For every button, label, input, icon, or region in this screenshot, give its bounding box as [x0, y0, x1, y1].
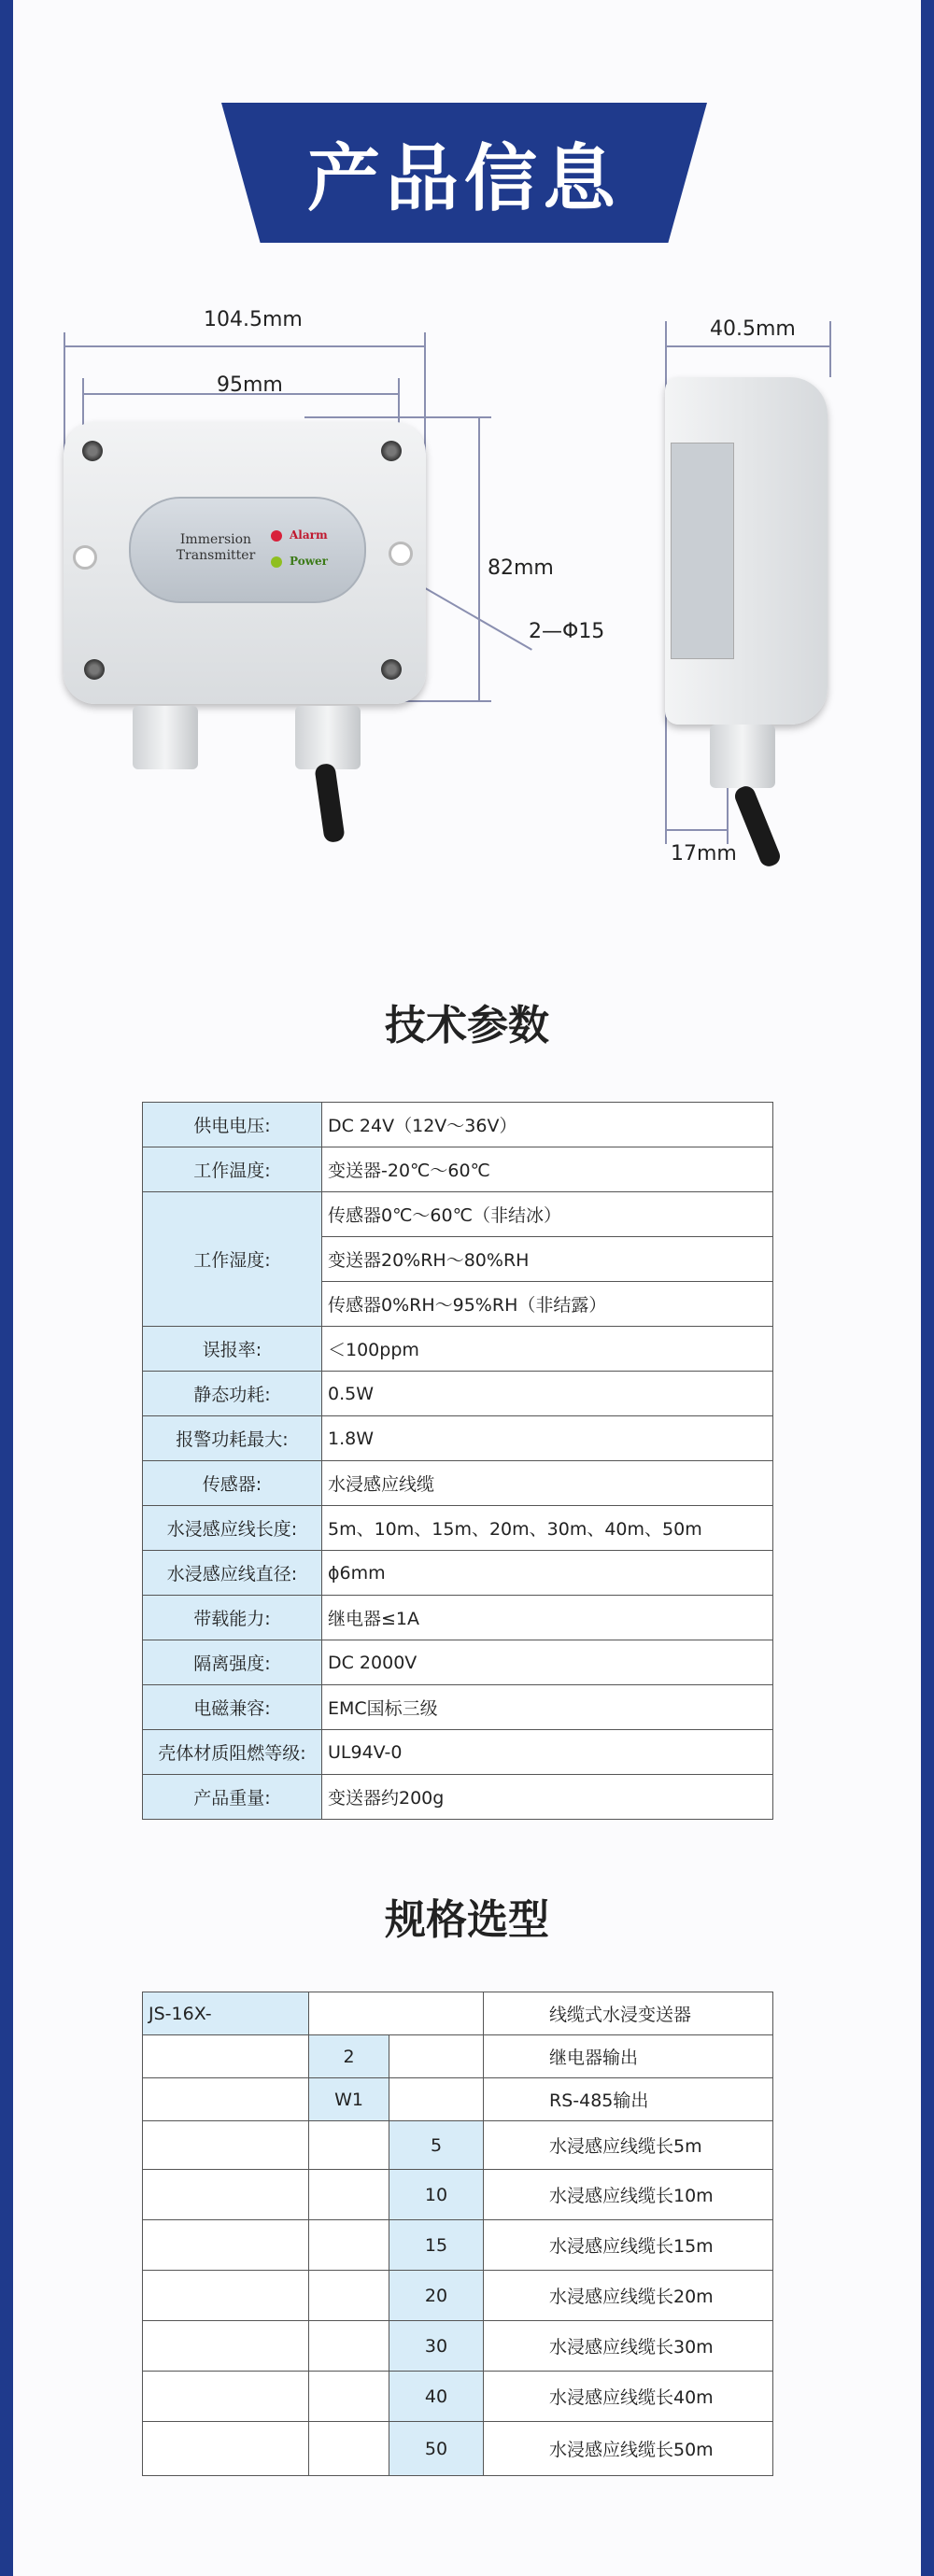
length-desc: 水浸感应线缆长50m — [484, 2422, 773, 2476]
spec-key: 电磁兼容: — [143, 1685, 322, 1730]
spec-key: 隔离强度: — [143, 1640, 322, 1685]
length-desc: 水浸感应线缆长10m — [484, 2170, 773, 2220]
dim-side-depth: 40.5mm — [710, 317, 796, 341]
spec-value: DC 2000V — [322, 1640, 773, 1685]
table-row — [143, 1640, 773, 1685]
spec-key: 供电电压: — [143, 1103, 322, 1147]
alarm-led — [271, 530, 282, 542]
table-row — [143, 2035, 773, 2078]
empty-cell — [143, 2372, 309, 2422]
dim-line-height — [478, 416, 480, 702]
table-row — [143, 1506, 773, 1551]
table-row — [143, 1596, 773, 1640]
spec-key: 静态功耗: — [143, 1372, 322, 1416]
cable-gland-right — [295, 706, 361, 769]
table-row — [143, 2170, 773, 2220]
empty-cell — [143, 2035, 309, 2078]
models-table — [142, 1992, 773, 2476]
empty-cell — [309, 2372, 389, 2422]
spec-key: 传感器: — [143, 1461, 322, 1506]
table-row — [143, 1103, 773, 1147]
dim-width-inner: 95mm — [217, 373, 283, 397]
side-label — [671, 443, 734, 659]
table-row — [143, 1775, 773, 1820]
label-plate — [129, 497, 366, 603]
length-code: 20 — [389, 2271, 484, 2321]
transmitter-side-view — [665, 377, 828, 725]
spec-key: 工作湿度: — [143, 1192, 322, 1327]
dim-holes: 2—Φ15 — [529, 620, 605, 643]
models-title: 规格选型 — [385, 1896, 549, 1944]
screw — [84, 659, 105, 680]
length-desc: 水浸感应线缆长5m — [484, 2121, 773, 2170]
cable-gland-left — [133, 706, 198, 769]
dim-side-gland: 17mm — [671, 842, 737, 866]
empty-cell — [389, 2078, 484, 2121]
empty-cell — [309, 2321, 389, 2372]
length-desc: 水浸感应线缆长20m — [484, 2271, 773, 2321]
table-row — [143, 2220, 773, 2271]
table-row — [143, 1730, 773, 1775]
table-row — [143, 2121, 773, 2170]
table-row — [143, 1992, 773, 2035]
spec-value: 继电器≤1A — [322, 1596, 773, 1640]
output-desc: RS-485输出 — [484, 2078, 773, 2121]
table-row — [143, 2321, 773, 2372]
spec-value: 5m、10m、15m、20m、30m、40m、50m — [322, 1506, 773, 1551]
length-code: 5 — [389, 2121, 484, 2170]
spec-key: 报警功耗最大: — [143, 1416, 322, 1461]
power-label: Power — [290, 555, 328, 568]
table-row — [143, 2422, 773, 2476]
dim-line-height-top — [304, 416, 491, 418]
specs-table — [142, 1102, 773, 1820]
spec-key: 壳体材质阻燃等级: — [143, 1730, 322, 1775]
left-border — [0, 0, 13, 2576]
empty-cell — [309, 2170, 389, 2220]
dim-line-side-top — [665, 345, 831, 347]
spec-value: 变送器-20℃～60℃ — [322, 1147, 773, 1192]
spec-value: 0.5W — [322, 1372, 773, 1416]
plate-name-line2: Transmitter — [176, 548, 256, 563]
cable-gland-side — [710, 725, 775, 788]
model-base-code: JS-16X- — [143, 1992, 309, 2035]
spec-value: ＜100ppm — [322, 1327, 773, 1372]
empty-cell — [309, 2121, 389, 2170]
spec-key: 水浸感应线直径: — [143, 1551, 322, 1596]
dim-line-top — [64, 345, 426, 347]
empty-cell — [143, 2170, 309, 2220]
table-row — [143, 1685, 773, 1730]
screw — [381, 659, 402, 680]
mounting-hole — [389, 542, 413, 566]
output-code: W1 — [309, 2078, 389, 2121]
table-row — [143, 1327, 773, 1372]
spec-key: 水浸感应线长度: — [143, 1506, 322, 1551]
table-row — [143, 1372, 773, 1416]
dim-line-side-bottom — [665, 829, 729, 831]
spec-value: 传感器0℃～60℃（非结冰） — [322, 1192, 773, 1237]
empty-cell — [143, 2271, 309, 2321]
empty-cell — [143, 2321, 309, 2372]
spec-key: 带载能力: — [143, 1596, 322, 1640]
spec-value: 传感器0%RH～95%RH（非结露） — [322, 1282, 773, 1327]
spec-value: ϕ6mm — [322, 1551, 773, 1596]
alarm-label: Alarm — [290, 528, 328, 542]
empty-cell — [143, 2220, 309, 2271]
spec-value: UL94V-0 — [322, 1730, 773, 1775]
table-row — [143, 2078, 773, 2121]
table-row — [143, 1147, 773, 1192]
length-code: 40 — [389, 2372, 484, 2422]
table-row — [143, 2271, 773, 2321]
spec-key: 工作温度: — [143, 1147, 322, 1192]
length-desc: 水浸感应线缆长15m — [484, 2220, 773, 2271]
table-row — [143, 1461, 773, 1506]
empty-cell — [309, 1992, 484, 2035]
empty-cell — [143, 2422, 309, 2476]
spec-value: 水浸感应线缆 — [322, 1461, 773, 1506]
length-code: 10 — [389, 2170, 484, 2220]
table-row — [143, 1192, 773, 1237]
empty-cell — [389, 2035, 484, 2078]
table-row — [143, 2372, 773, 2422]
length-code: 30 — [389, 2321, 484, 2372]
empty-cell — [143, 2078, 309, 2121]
transmitter-front-view — [64, 422, 426, 704]
right-border — [921, 0, 934, 2576]
output-code: 2 — [309, 2035, 389, 2078]
empty-cell — [143, 2121, 309, 2170]
model-base-desc: 线缆式水浸变送器 — [484, 1992, 773, 2035]
length-desc: 水浸感应线缆长30m — [484, 2321, 773, 2372]
empty-cell — [309, 2271, 389, 2321]
plate-name-line1: Immersion — [179, 532, 252, 547]
table-row — [143, 1416, 773, 1461]
spec-value: EMC国标三级 — [322, 1685, 773, 1730]
mounting-hole — [73, 545, 97, 570]
plate-name — [164, 532, 267, 564]
length-code: 50 — [389, 2422, 484, 2476]
screw — [82, 441, 103, 461]
empty-cell — [309, 2422, 389, 2476]
spec-value: 1.8W — [322, 1416, 773, 1461]
dim-line-side-right — [829, 321, 831, 377]
empty-cell — [309, 2220, 389, 2271]
spec-key: 误报率: — [143, 1327, 322, 1372]
table-row — [143, 1551, 773, 1596]
length-desc: 水浸感应线缆长40m — [484, 2372, 773, 2422]
page-title: 产品信息 — [306, 137, 621, 221]
spec-value: 变送器20%RH～80%RH — [322, 1237, 773, 1282]
spec-value: DC 24V（12V～36V） — [322, 1103, 773, 1147]
power-led — [271, 556, 282, 568]
length-code: 15 — [389, 2220, 484, 2271]
dim-width-total: 104.5mm — [204, 308, 303, 331]
screw — [381, 441, 402, 461]
spec-value: 变送器约200g — [322, 1775, 773, 1820]
specs-title: 技术参数 — [385, 1002, 549, 1049]
output-desc: 继电器输出 — [484, 2035, 773, 2078]
spec-key: 产品重量: — [143, 1775, 322, 1820]
dim-height: 82mm — [488, 556, 554, 580]
